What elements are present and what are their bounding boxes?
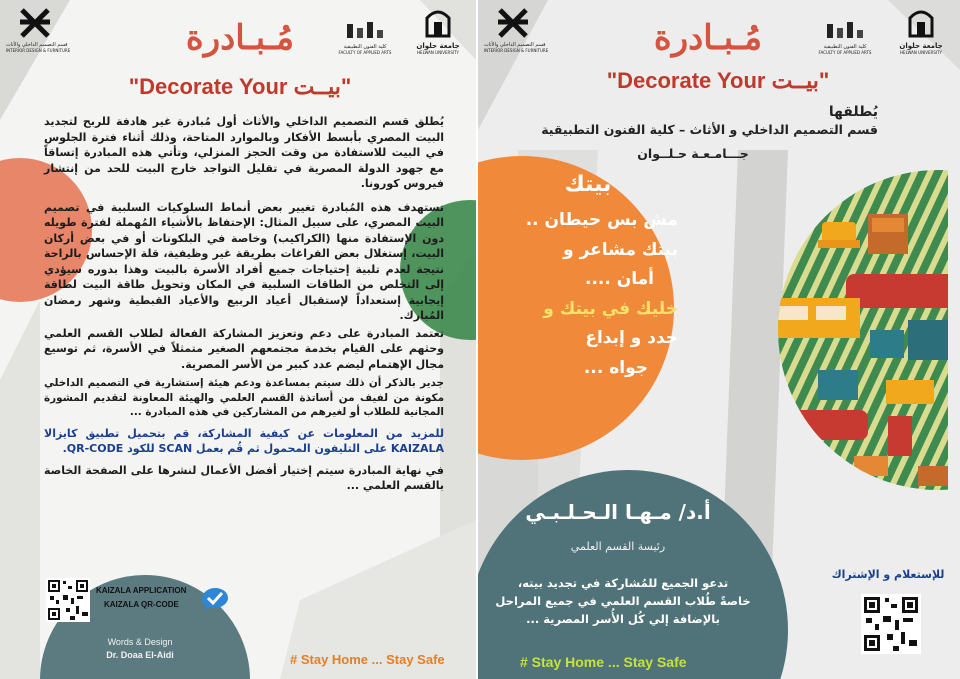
circle-line: خليك في بيتك و: [543, 298, 678, 319]
interior-dept-logo-right: [484, 8, 549, 53]
university-logo: [405, 6, 471, 55]
university-name-ar: جامعة حلوان: [416, 42, 460, 50]
invite-line: بالإضافة إلي كُل الأُسر المصرية ...: [526, 612, 720, 626]
left-hashtag: # Stay Home ... Stay Safe: [290, 652, 445, 667]
university-logo-right: [888, 6, 954, 55]
paragraph-goals: تستهدف هذه المُبادرة تغيير بعض أنماط السلوكيات السلبية في تصميم البيت المصري، على سبيل المثال: الإحتفاظ بالأشياء المُهملة لفترة طويله دون الإستفادة منها (الكراكيب) وخاصة في البلكونات أو في بعض أركان البيت، إستغلال بعض الفراغات بطريقة غير وظيفية، قلة الإحساس بالراحة نتيجة لعدم تلبية إحتياجات جميع أفراد الأسرة بالبيت وهذا بدوره سيؤدي إلى التخلص من الطاقات السلبية في المكان وتحويل طاقة البيت لطاقة إيجابية إستعداداً لإستقبال أعياد الربيع والأعياد القبطية وشهر رمضان المُبارك.: [44, 200, 444, 322]
right-flyer: [478, 0, 960, 679]
circle-line: جدد و إبداع: [585, 328, 678, 348]
faculty-name-ar: كلية الفنون التطبيقية: [343, 44, 387, 50]
right-title-ar: مُـبـادرة: [653, 18, 763, 58]
faculty-name-en: FACULTY OF APPLIED ARTS: [338, 50, 392, 55]
kaizala-check-icon: [200, 586, 230, 610]
faculty-name-ar: كلية الفنون التطبيقية: [823, 44, 867, 50]
inquiry-label: للإستعلام و الإشتراك: [831, 568, 945, 581]
interior-dept-name-en: INTERIOR DESIGN & FURNITURE: [484, 48, 549, 53]
university-emblem-icon: [423, 6, 453, 38]
interior-dept-logo: [6, 8, 71, 53]
credits-line-2: Dr. Doaa El-Aidi: [106, 650, 174, 660]
kaizala-qr-code[interactable]: [46, 578, 90, 622]
prof-name: أ.د/ مـهـا الـحـلـبـي: [525, 500, 711, 524]
paragraph-closing: في نهاية المبادرة سيتم إختيار أفضل الأعمال لنشرها على الصفحة الخاصة بالقسم العلمي ...: [44, 463, 444, 492]
inquiry-qr-code[interactable]: [861, 594, 921, 654]
circle-line: أمان ....: [585, 269, 654, 289]
university-name-en: HELWAN UNIVERSITY: [417, 50, 459, 55]
paragraph-consultancy: جدير بالذكر أن ذلك سيتم بمساعدة ودعم هيئة إستشارية في التصميم الداخلي مكونة من لفيف من أساتذة القسم العلمي والهيئة المعاونة لتقديم المشورة المجانية للطلاب أو لغيرهم من المشاركين في هذه المبادرة ...: [44, 377, 444, 418]
circle-line: بيتك مشاعر و: [563, 239, 678, 260]
credits: [70, 636, 210, 662]
invite-line: تدعو الجميع للمُشاركة في تجديد بيته،: [517, 576, 729, 590]
university-name-ar: جامعة حلوان: [899, 42, 943, 50]
paragraph-kaizala[interactable]: للمزيد من المعلومات عن كيفية المشاركة، قم بتحميل تطبيق كايزالا KAIZALA على التليفون المحمول ثم قُم بعمل SCAN للكود QR-CODE.: [44, 426, 444, 455]
invite-line: خاصةً طُلاب القسم العلمي في جميع المراحل: [495, 594, 751, 608]
kaizala-app-label: KAIZALA APPLICATION: [96, 586, 187, 595]
interior-dept-name-en: INTERIOR DESIGN & FURNITURE: [6, 48, 71, 53]
interior-dept-name: قسم التصميم الداخلي والأثاث: [484, 42, 546, 48]
launched-by: يُطلقها: [828, 104, 878, 120]
university-name-en: HELWAN UNIVERSITY: [900, 50, 942, 55]
credits-line-1: Words & Design: [107, 637, 173, 647]
circle-title: بيتك: [564, 172, 612, 197]
right-title-en: "Decorate Your بيــت": [606, 68, 830, 93]
circle-message: [488, 206, 678, 383]
circle-line: مش بس حيطان ..: [525, 210, 678, 230]
interior-dept-emblem-icon: [18, 8, 52, 38]
kaizala-qr-label: KAIZALA QR-CODE: [104, 600, 179, 609]
left-flyer: [0, 0, 476, 679]
left-body-text: [44, 114, 444, 494]
interior-dept-name: قسم التصميم الداخلي والأثاث: [6, 42, 68, 48]
paragraph-intro: يُطلق قسم التصميم الداخلي والأثاث أول مُبادرة غير هادفة للربح لتجديد البيت المصري بأبسط الأفكار وبالموارد المتاحة، وذلك أثناء فترة الجلوس في البيت للاستفادة من وقت الحجز المنزلي، وتأتي هذه المبادرة إتساقاً مع جهود الدولة المصرية في تقليل التواجد خارج البيت للحد من إنتشار فيروس كورونا.: [44, 115, 444, 190]
right-hashtag: # Stay Home ... Stay Safe: [520, 654, 687, 670]
left-title-ar: مُـبـادرة: [185, 18, 295, 58]
university-emblem-icon: [906, 6, 936, 38]
invitation: [488, 574, 758, 628]
dept-line: قسم التصميم الداخلي و الأثاث – كلية الفنون التطبيقية: [541, 122, 878, 137]
univ-line: جـــامـعـة حـلــوان: [637, 146, 749, 161]
paragraph-participation: تعتمد المبادرة على دعم وتعزيز المشاركة الفعالة لطلاب القسم العلمي وحثهم على القيام بخدمة مجتمعهم الصغير متمثلاً في الأسرة، ثم توسيع مجال الإهتمام ليضم عدد كبير من الأسر المصرية.: [44, 326, 444, 371]
faculty-emblem-icon: [825, 20, 865, 40]
left-title-en: "Decorate Your بيــت": [128, 74, 352, 99]
interior-dept-emblem-icon: [496, 8, 530, 38]
furniture-illustration: [758, 170, 948, 510]
prof-title: رئيسة القسم العلمي: [570, 540, 666, 553]
circle-line: جواه ...: [583, 357, 648, 378]
faculty-name-en: FACULTY OF APPLIED ARTS: [818, 50, 872, 55]
